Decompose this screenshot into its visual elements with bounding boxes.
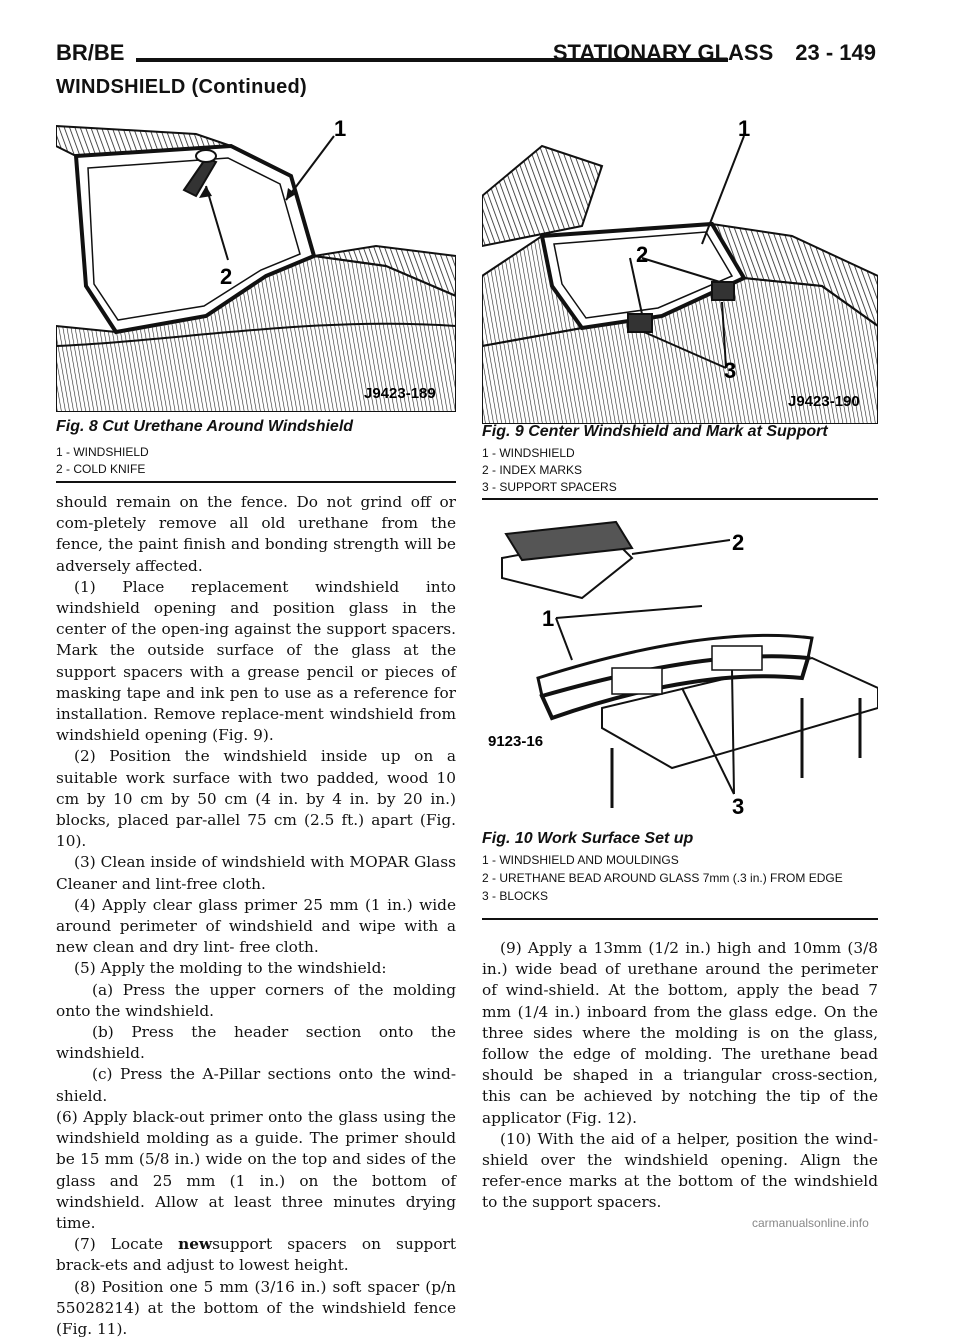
step-5: (5) Apply the molding to the windshield:: [74, 959, 387, 978]
fig9-callout-2: 2: [636, 242, 649, 267]
fig9-rule: [482, 498, 878, 500]
step-5c: (c) Press the A-Pillar sections onto the wind-shield.: [56, 1065, 456, 1105]
fig10-legend-item: 1 - WINDSHIELD AND MOULDINGS: [482, 853, 679, 867]
step-7-emphasis: new: [178, 1235, 213, 1254]
fig9-legend-item: 3 - SUPPORT SPACERS: [482, 480, 617, 494]
fig9-legend-item: 1 - WINDSHIELD: [482, 446, 575, 460]
fig10-code: 9123-16: [488, 733, 544, 750]
step-2: (2) Position the windshield inside up on a suitable work surface with two padded, wood 10 cm by 10 cm by 50 cm (4 in. by 4 in. by 20 in.) blocks, placed par-allel 75 cm (2.5 ft.) apart (Fig. 10).: [56, 747, 456, 851]
fig8-legend: [56, 444, 149, 478]
fig8-caption: Fig. 8 Cut Urethane Around Windshield: [56, 418, 354, 435]
step-5b: (b) Press the header section onto the windshield.: [56, 1023, 456, 1063]
header-model: BR/BE: [56, 40, 125, 65]
fig10-callout-1: 1: [542, 606, 555, 631]
paragraph: should remain on the fence. Do not grind off or com-pletely remove all old urethane from the fence, the paint finish and bonding strength will be adversely affected.: [56, 493, 456, 575]
step-5a: (a) Press the upper corners of the molding onto the windshield.: [56, 980, 456, 1020]
fig8-rule: [56, 481, 456, 483]
fig10-legend: [482, 853, 858, 903]
fig8-legend-item: 1 - WINDSHIELD: [56, 445, 149, 459]
step-4: (4) Apply clear glass primer 25 mm (1 in.) wide around perimeter of windshield and wipe with a new clean and dry lint- free cloth.: [56, 895, 456, 957]
step-10: (10) With the aid of a helper, position the wind-shield over the windshield opening. Align the refer-ence marks at the bottom of the windshield to the support spacers.: [482, 1129, 878, 1212]
fig10-legend-item: 3 - BLOCKS: [482, 889, 549, 903]
fig9-caption: Fig. 9 Center Windshield and Mark at Support: [482, 423, 828, 440]
fig10-callout-3: 3: [732, 794, 745, 819]
footer-watermark: carmanualsonline.info: [752, 1216, 869, 1230]
section-continued-title: WINDSHIELD (Continued): [56, 76, 308, 98]
step-8: (8) Position one 5 mm (3/16 in.) soft spacer (p/n 55028214) at the bottom of the windshield fence (Fig. 11).: [56, 1277, 456, 1338]
step-7: [56, 1234, 456, 1276]
left-column-text: [56, 492, 456, 1340]
fig10-caption: Fig. 10 Work Surface Set up: [482, 830, 694, 847]
fig9-legend-item: 2 - INDEX MARKS: [482, 463, 583, 477]
fig9-illustration: [482, 106, 878, 424]
step-7-pre: (7) Locate: [74, 1235, 179, 1254]
fig10-callout-2: 2: [732, 530, 745, 555]
header-section: STATIONARY GLASS: [552, 40, 774, 65]
fig9-code: J9423-190: [788, 393, 860, 410]
header-right: [531, 40, 876, 66]
step-9: (9) Apply a 13mm (1/2 in.) high and 10mm (3/8 in.) wide bead of urethane around the perimeter of wind-shield. At the bottom, apply the bead 7 mm (1/4 in.) inboard from the glass edge. On the three sides where the molding is on the glass, follow the edge of molding. The urethane bead should be shaped in a triangular cross-section, this can be achieved by notching the tip of the applicator (Fig. 12).: [482, 939, 878, 1127]
fig10-rule: [482, 918, 878, 920]
fig10-illustration: [482, 518, 878, 836]
fig10-legend-item: 2 - URETHANE BEAD AROUND GLASS 7mm (.3 in.) FROM EDGE: [482, 871, 843, 885]
step-1: (1) Place replacement windshield into windshield opening and position glass in the center of the open-ing against the support spacers. Mark the outside surface of the glass at the support spacers with a grease pencil or pieces of masking tape and ink pen to use as a reference for installation. Remove replace-ment windshield from windshield opening (Fig. 9).: [56, 577, 456, 745]
right-column-text: [482, 938, 878, 1214]
step-6: (6) Apply black-out primer onto the glass using the windshield molding as a guide. The primer should be 15 mm (5/8 in.) wide on the top and sides of the glass and 25 mm (1 in.) on the bottom of windshield. Allow at least three minutes drying time.: [56, 1107, 456, 1232]
fig8-callout-1: 1: [334, 116, 347, 141]
step-3: (3) Clean inside of windshield with MOPAR Glass Cleaner and lint-free cloth.: [56, 853, 456, 893]
fig9-legend: [482, 445, 617, 496]
fig8-code: J9423-189: [364, 385, 436, 402]
fig8-legend-item: 2 - COLD KNIFE: [56, 462, 146, 476]
fig9-callout-3: 3: [724, 358, 737, 383]
fig8-callout-2: 2: [220, 264, 233, 289]
fig9-callout-1: 1: [738, 116, 751, 141]
fig8-illustration: [56, 106, 456, 412]
step-7-post: support spacers on support brack-ets and adjust to lowest height.: [56, 1235, 456, 1275]
header-page-number: 23 - 149: [795, 40, 876, 65]
